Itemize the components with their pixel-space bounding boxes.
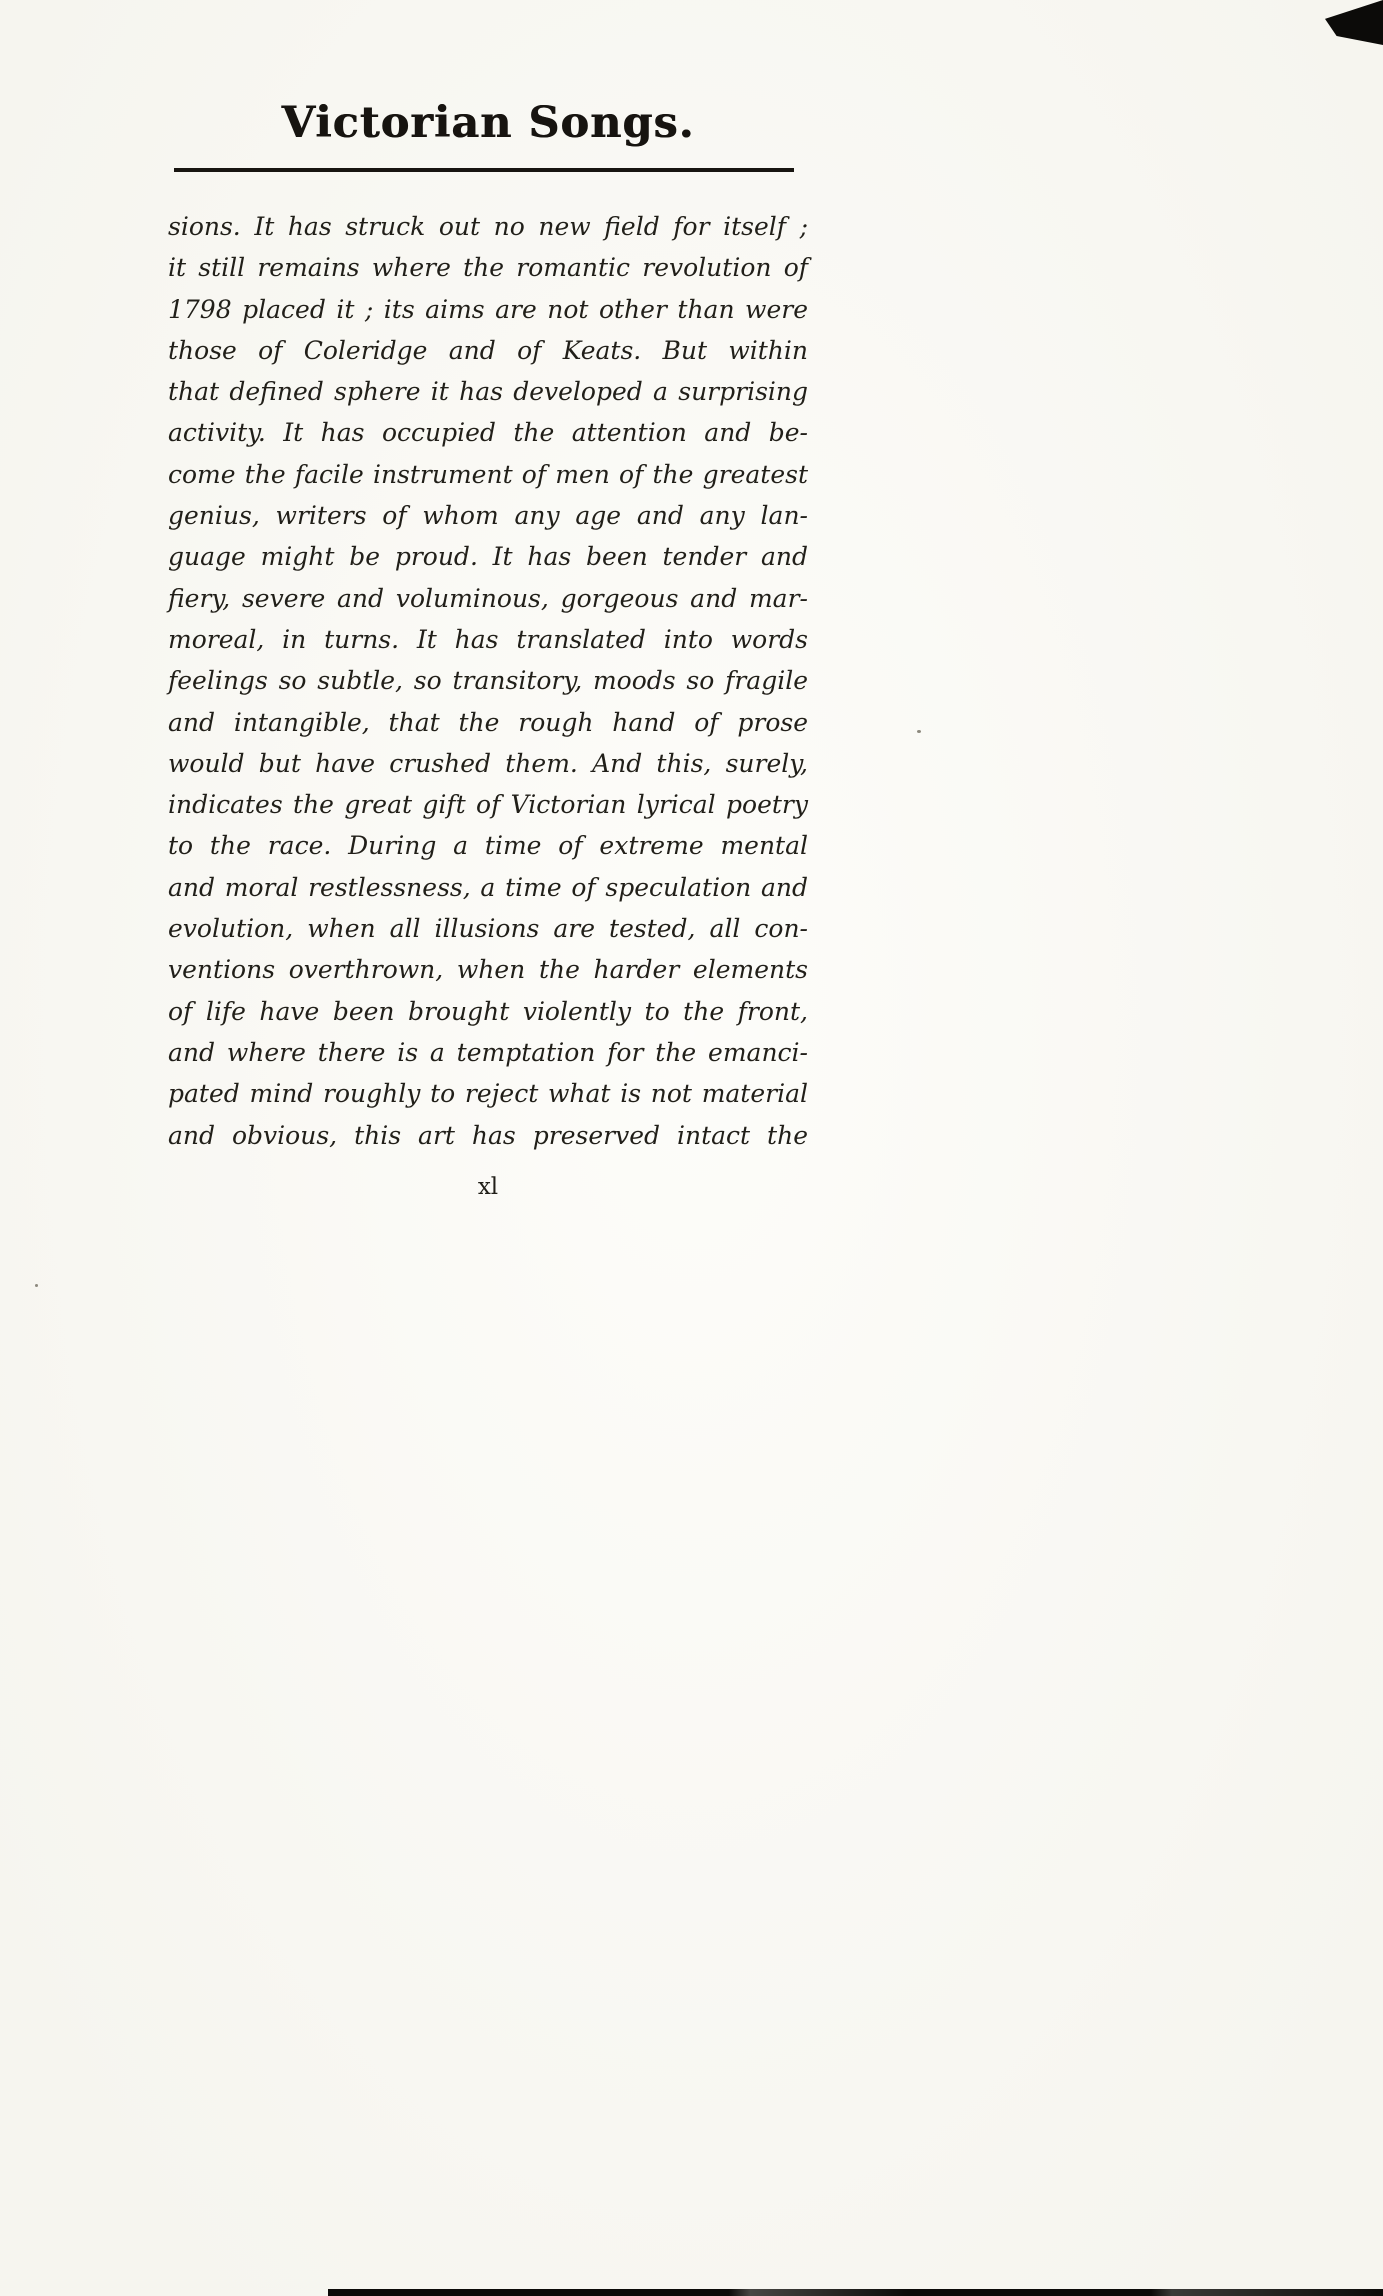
text-line: it still remains where the romantic revolution of [168,253,808,283]
page-title: Victorian Songs. [281,98,695,148]
scan-artifact-corner-mark [1325,0,1383,45]
text-line: and moral restlessness, a time of speculation and [168,872,808,902]
text-line: to the race. During a time of extreme mental [168,831,808,861]
text-line: and obvious, this art has preserved intact the [168,1120,808,1150]
text-line: that defined sphere it has developed a surprising [168,377,808,407]
text-line: feelings so subtle, so transitory, moods so fragile [168,666,808,696]
text-line: guage might be proud. It has been tender and [168,542,808,572]
text-line: 1798 placed it ; its aims are not other than were [168,294,808,324]
text-line: those of Coleridge and of Keats. But within [168,335,808,365]
scan-speck [35,1284,38,1287]
text-line: sions. It has struck out no new field for itself ; [168,212,808,241]
text-line: and where there is a temptation for the emanci- [168,1037,808,1067]
text-line: pated mind roughly to reject what is not material [168,1079,808,1109]
text-line: moreal, in turns. It has translated into words [168,624,808,654]
text-line: of life have been brought violently to the front, [168,996,808,1026]
text-line: ventions overthrown, when the harder elements [168,955,808,985]
text-line: would but have crushed them. And this, surely, [168,748,808,778]
page-number: xl [477,1174,499,1200]
text-line: evolution, when all illusions are tested, all con- [168,914,808,944]
text-line: fiery, severe and voluminous, gorgeous and mar- [168,583,808,613]
scan-artifact-bottom-edge [328,2289,1383,2296]
text-line: come the facile instrument of men of the greatest [168,459,808,489]
text-line: activity. It has occupied the attention and be- [168,418,808,448]
scan-speck [917,730,921,733]
title-divider-rule [174,168,794,172]
text-line: indicates the great gift of Victorian lyrical poetry [168,790,808,820]
text-line: genius, writers of whom any age and any lan- [168,501,808,531]
body-text [168,206,808,1156]
text-line: and intangible, that the rough hand of prose [168,707,808,737]
